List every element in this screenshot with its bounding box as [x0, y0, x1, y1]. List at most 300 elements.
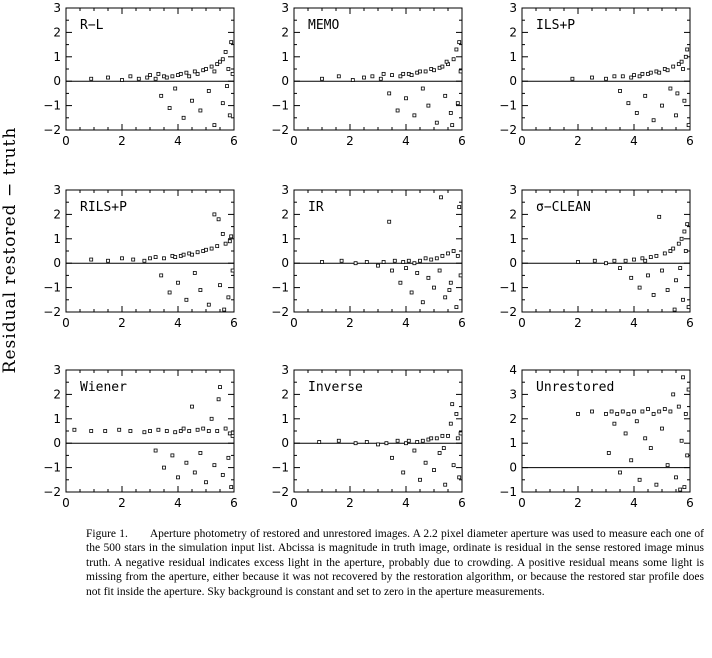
data-point	[227, 296, 230, 299]
data-point	[217, 218, 220, 221]
data-point	[440, 196, 443, 199]
data-point	[410, 74, 413, 77]
data-point	[174, 256, 177, 259]
data-point	[421, 87, 424, 90]
data-point	[382, 72, 385, 75]
panel-label: R−L	[80, 18, 104, 33]
data-point	[210, 247, 213, 250]
x-tick-label: 0	[62, 134, 70, 148]
y-tick-label: 2	[281, 387, 289, 402]
data-point	[675, 114, 678, 117]
data-point	[196, 251, 199, 254]
data-point	[427, 276, 430, 279]
data-point	[627, 102, 630, 105]
data-point	[641, 410, 644, 413]
data-point	[669, 87, 672, 90]
y-tick-label: 3	[509, 1, 517, 15]
data-point	[393, 259, 396, 262]
data-point	[435, 437, 438, 440]
data-point	[616, 412, 619, 415]
data-point	[661, 427, 664, 430]
data-point	[419, 70, 422, 73]
data-point	[149, 430, 152, 433]
data-point	[624, 432, 627, 435]
data-point	[666, 289, 669, 292]
data-point	[679, 267, 682, 270]
data-point	[438, 451, 441, 454]
data-point	[165, 430, 168, 433]
data-point	[407, 259, 410, 262]
data-point	[219, 386, 222, 389]
data-point	[686, 223, 689, 226]
data-point	[224, 50, 227, 53]
y-tick-label: 2	[509, 411, 517, 426]
panel-r-l	[43, 1, 238, 148]
panel-inverse	[271, 363, 466, 510]
data-point	[107, 76, 110, 79]
data-point	[444, 296, 447, 299]
y-tick-label: 3	[509, 183, 517, 197]
data-point	[177, 476, 180, 479]
data-point	[591, 76, 594, 79]
data-point	[676, 92, 679, 95]
data-point	[424, 461, 427, 464]
data-point	[655, 483, 658, 486]
data-point	[231, 434, 234, 437]
data-point	[421, 301, 424, 304]
data-point	[391, 456, 394, 459]
data-point	[652, 412, 655, 415]
data-point	[185, 461, 188, 464]
data-point	[165, 76, 168, 79]
y-tick-label: 2	[281, 25, 289, 40]
x-tick-label: 4	[630, 316, 638, 330]
y-tick-label: 1	[509, 436, 517, 451]
data-point	[680, 60, 683, 63]
x-tick-label: 4	[174, 134, 182, 148]
x-tick-label: 6	[686, 316, 694, 330]
data-point	[174, 87, 177, 90]
data-point	[641, 72, 644, 75]
y-tick-label: 1	[53, 49, 61, 64]
x-tick-label: 2	[118, 496, 126, 510]
data-point	[666, 464, 669, 467]
data-point	[459, 432, 462, 435]
data-point	[163, 257, 166, 260]
data-point	[182, 253, 185, 256]
data-point	[402, 72, 405, 75]
data-point	[217, 398, 220, 401]
y-tick-label: 0	[281, 436, 289, 451]
data-point	[630, 276, 633, 279]
data-point	[627, 412, 630, 415]
data-point	[630, 459, 633, 462]
data-point	[226, 85, 229, 88]
x-tick-label: 2	[346, 316, 354, 330]
x-tick-label: 4	[630, 134, 638, 148]
y-tick-label: 2	[53, 25, 61, 40]
data-point	[435, 121, 438, 124]
data-point	[157, 72, 160, 75]
y-tick-label: 1	[53, 411, 61, 426]
panel-label: Inverse	[308, 380, 363, 395]
y-tick-label: −1	[499, 280, 517, 295]
x-tick-label: 4	[402, 496, 410, 510]
x-tick-label: 0	[290, 316, 298, 330]
caption-text: Aperture photometry of restored and unrestored images. A 2.2 pixel diameter aperture was used to measure each one of the 500 stars in the simulation input list. Abcissa is magnitude in truth image, ordinate is residual in the sense restored image minus truth. A negative residual indicates excess light in the aperture, probably due to crowding. A positive residual means some light is missing from the aperture, either because it was not recovered by the restoration algorithm, or because the restored star profile does not fit inside the aperture. Sky background is constant and set to zero in the aperture measurements.	[86, 528, 704, 598]
data-point	[413, 114, 416, 117]
data-point	[90, 430, 93, 433]
data-point	[221, 102, 224, 105]
panel-wiener	[43, 363, 238, 510]
data-point	[445, 60, 448, 63]
y-tick-label: −2	[271, 485, 289, 499]
x-tick-label: 6	[686, 134, 694, 148]
data-point	[337, 439, 340, 442]
data-point	[441, 65, 444, 68]
data-point	[683, 486, 686, 489]
y-tick-label: 0	[53, 74, 61, 89]
data-point	[143, 259, 146, 262]
panel-label: MEMO	[308, 18, 340, 33]
y-tick-label: 2	[509, 25, 517, 40]
data-point	[191, 253, 194, 256]
data-point	[149, 74, 152, 77]
data-point	[188, 75, 191, 78]
y-tick-label: 1	[509, 231, 517, 246]
data-point	[421, 439, 424, 442]
x-tick-label: 2	[118, 134, 126, 148]
data-point	[621, 75, 624, 78]
data-point	[221, 473, 224, 476]
y-tick-label: 3	[53, 363, 61, 377]
data-point	[207, 303, 210, 306]
data-point	[221, 232, 224, 235]
y-tick-label: −1	[43, 98, 61, 113]
data-point	[663, 408, 666, 411]
data-point	[682, 376, 685, 379]
data-point	[644, 259, 647, 262]
y-tick-label: 1	[509, 49, 517, 64]
data-point	[619, 89, 622, 92]
data-point	[619, 471, 622, 474]
panel-label: Wiener	[80, 380, 127, 395]
data-point	[388, 220, 391, 223]
data-point	[137, 77, 140, 80]
data-point	[213, 464, 216, 467]
data-point	[605, 412, 608, 415]
data-point	[441, 254, 444, 257]
data-point	[658, 215, 661, 218]
panel-label: Unrestored	[536, 380, 615, 395]
data-point	[455, 412, 458, 415]
data-point	[433, 286, 436, 289]
data-point	[213, 213, 216, 216]
data-point	[185, 298, 188, 301]
y-tick-label: 0	[53, 256, 61, 271]
data-point	[591, 410, 594, 413]
data-point	[230, 486, 233, 489]
data-point	[196, 428, 199, 431]
data-point	[621, 410, 624, 413]
y-tick-label: 2	[53, 207, 61, 222]
data-point	[174, 431, 177, 434]
data-point	[129, 75, 132, 78]
data-point	[683, 99, 686, 102]
panel-rils-p	[43, 183, 238, 330]
x-tick-label: 2	[574, 496, 582, 510]
data-point	[210, 417, 213, 420]
x-tick-label: 6	[230, 496, 238, 510]
y-tick-label: −1	[271, 280, 289, 295]
data-point	[419, 478, 422, 481]
data-point	[610, 410, 613, 413]
data-point	[655, 254, 658, 257]
data-point	[571, 77, 574, 80]
y-tick-label: −1	[499, 485, 517, 499]
data-point	[647, 408, 650, 411]
y-tick-label: 4	[509, 363, 517, 377]
data-point	[607, 451, 610, 454]
data-point	[121, 257, 124, 260]
y-tick-label: −2	[43, 123, 61, 137]
data-point	[377, 443, 380, 446]
y-tick-label: 3	[53, 183, 61, 197]
data-point	[413, 449, 416, 452]
y-tick-label: −1	[43, 280, 61, 295]
data-point	[185, 71, 188, 74]
data-point	[633, 74, 636, 77]
data-point	[371, 75, 374, 78]
data-point	[658, 410, 661, 413]
data-point	[438, 269, 441, 272]
data-point	[171, 454, 174, 457]
panel-memo	[271, 1, 466, 148]
data-point	[104, 430, 107, 433]
data-point	[684, 412, 687, 415]
data-point	[680, 237, 683, 240]
panel-unrestored	[499, 363, 694, 510]
data-point	[419, 259, 422, 262]
data-point	[456, 102, 459, 105]
data-point	[458, 206, 461, 209]
data-point	[216, 430, 219, 433]
data-point	[228, 240, 231, 243]
y-tick-label: 0	[281, 74, 289, 89]
y-tick-label: 3	[281, 363, 289, 377]
data-point	[385, 442, 388, 445]
data-point	[613, 422, 616, 425]
data-point	[663, 252, 666, 255]
x-tick-label: 0	[518, 134, 526, 148]
data-point	[132, 258, 135, 261]
data-point	[188, 430, 191, 433]
data-point	[458, 41, 461, 44]
data-point	[129, 430, 132, 433]
data-point	[191, 99, 194, 102]
x-tick-label: 2	[346, 496, 354, 510]
data-point	[154, 77, 157, 80]
data-point	[171, 75, 174, 78]
x-tick-label: 2	[118, 316, 126, 330]
data-point	[118, 428, 121, 431]
figure-number: Figure 1.	[86, 528, 128, 540]
y-tick-label: 3	[281, 1, 289, 15]
data-point	[224, 242, 227, 245]
y-tick-label: −2	[499, 305, 517, 319]
data-point	[448, 289, 451, 292]
data-point	[90, 77, 93, 80]
data-point	[669, 410, 672, 413]
data-point	[658, 71, 661, 74]
data-point	[388, 92, 391, 95]
data-point	[377, 264, 380, 267]
data-point	[442, 447, 445, 450]
data-point	[635, 111, 638, 114]
data-point	[230, 41, 233, 44]
data-point	[154, 449, 157, 452]
data-point	[652, 293, 655, 296]
data-point	[686, 48, 689, 51]
data-point	[675, 476, 678, 479]
data-point	[633, 410, 636, 413]
data-point	[219, 284, 222, 287]
data-point	[424, 257, 427, 260]
data-point	[613, 259, 616, 262]
x-tick-label: 6	[458, 134, 466, 148]
data-point	[354, 442, 357, 445]
data-point	[638, 478, 641, 481]
y-tick-label: −2	[271, 123, 289, 137]
data-point	[213, 70, 216, 73]
y-tick-label: 2	[509, 207, 517, 222]
data-point	[649, 256, 652, 259]
data-point	[168, 291, 171, 294]
data-point	[213, 124, 216, 127]
data-point	[160, 94, 163, 97]
x-tick-label: 0	[290, 496, 298, 510]
data-point	[647, 274, 650, 277]
data-point	[430, 437, 433, 440]
data-point	[444, 94, 447, 97]
data-point	[405, 267, 408, 270]
data-point	[143, 431, 146, 434]
data-point	[365, 260, 368, 263]
data-point	[216, 245, 219, 248]
data-point	[672, 393, 675, 396]
x-tick-label: 4	[630, 496, 638, 510]
data-point	[193, 471, 196, 474]
y-tick-label: 0	[509, 74, 517, 89]
panel-label: ILS+P	[536, 18, 576, 33]
data-point	[205, 68, 208, 71]
x-tick-label: 4	[174, 496, 182, 510]
data-point	[121, 78, 124, 81]
data-point	[163, 466, 166, 469]
x-tick-label: 4	[174, 316, 182, 330]
data-point	[379, 77, 382, 80]
data-point	[363, 76, 366, 79]
y-tick-label: 2	[53, 387, 61, 402]
data-point	[107, 259, 110, 262]
panel-label: IR	[308, 200, 324, 215]
data-point	[402, 471, 405, 474]
y-tick-label: 2	[281, 207, 289, 222]
data-point	[652, 119, 655, 122]
data-point	[455, 306, 458, 309]
data-point	[451, 124, 454, 127]
data-point	[619, 267, 622, 270]
y-tick-label: 0	[509, 256, 517, 271]
data-point	[318, 440, 321, 443]
y-tick-label: −2	[499, 123, 517, 137]
x-tick-label: 0	[62, 496, 70, 510]
x-tick-label: 2	[574, 316, 582, 330]
data-point	[182, 116, 185, 119]
data-point	[321, 260, 324, 263]
data-point	[73, 428, 76, 431]
data-point	[224, 427, 227, 430]
data-point	[191, 405, 194, 408]
data-point	[679, 488, 682, 491]
data-point	[456, 254, 459, 257]
x-tick-label: 6	[230, 134, 238, 148]
data-point	[199, 109, 202, 112]
data-point	[427, 104, 430, 107]
y-tick-label: 3	[509, 387, 517, 402]
data-point	[459, 274, 462, 277]
data-point	[321, 77, 324, 80]
data-point	[391, 269, 394, 272]
data-point	[624, 259, 627, 262]
data-point	[675, 279, 678, 282]
data-point	[605, 262, 608, 265]
data-point	[199, 289, 202, 292]
data-point	[227, 68, 230, 71]
data-point	[677, 242, 680, 245]
panel-label: σ−CLEAN	[536, 200, 591, 215]
data-point	[177, 281, 180, 284]
data-point	[447, 252, 450, 255]
figure-caption	[86, 527, 704, 599]
data-point	[179, 72, 182, 75]
data-point	[402, 260, 405, 263]
data-point	[682, 68, 685, 71]
data-point	[221, 58, 224, 61]
data-point	[90, 258, 93, 261]
x-tick-label: 6	[230, 316, 238, 330]
panel-sigma-clean	[499, 183, 694, 330]
data-point	[649, 71, 652, 74]
y-tick-label: 0	[509, 460, 517, 475]
x-tick-label: 0	[62, 316, 70, 330]
data-point	[684, 250, 687, 253]
data-point	[407, 439, 410, 442]
data-point	[410, 291, 413, 294]
data-point	[449, 422, 452, 425]
data-point	[424, 70, 427, 73]
y-axis-label: Residual restored − truth	[0, 126, 20, 374]
data-point	[682, 298, 685, 301]
panel-ir	[271, 183, 466, 330]
y-tick-label: −1	[271, 460, 289, 475]
data-point	[672, 65, 675, 68]
data-point	[666, 69, 669, 72]
data-point	[452, 58, 455, 61]
data-point	[673, 308, 676, 311]
y-tick-label: 1	[53, 231, 61, 246]
data-point	[644, 437, 647, 440]
